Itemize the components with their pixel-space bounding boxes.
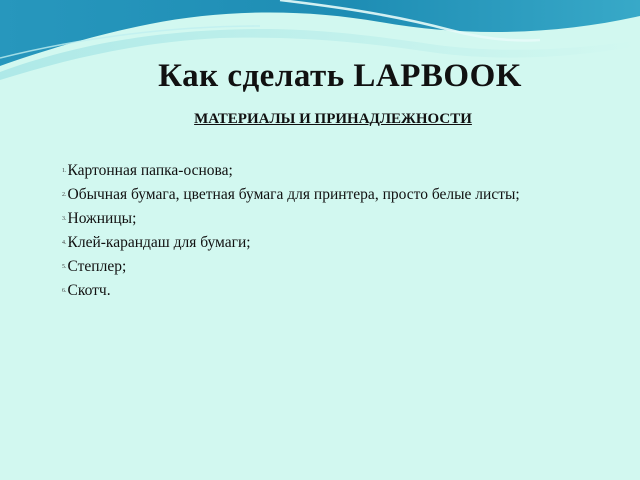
list-item-number: 5. [62, 264, 67, 271]
list-item-number: 6. [62, 288, 67, 295]
list-item [62, 231, 520, 255]
list-item-text: Обычная бумага, цветная бумага для принтера, просто белые листы; [67, 186, 520, 203]
list-item-text: Скотч. [67, 282, 111, 299]
list-item [62, 255, 520, 279]
list-item-text: Картонная папка-основа; [67, 162, 233, 179]
list-item-text: Клей-карандаш для бумаги; [67, 234, 251, 251]
list-item [62, 207, 520, 231]
list-item-number: 3. [62, 216, 67, 223]
slide-title: Как сделать LAPBOOK [158, 58, 522, 94]
list-item [62, 159, 520, 183]
list-item-text: Степлер; [67, 258, 127, 275]
list-item-text: Ножницы; [67, 210, 137, 227]
list-item-number: 1. [62, 168, 67, 175]
list-item-number: 4. [62, 240, 67, 247]
list-item [62, 183, 520, 207]
slide-subtitle: МАТЕРИАЛЫ И ПРИНАДЛЕЖНОСТИ [194, 111, 472, 127]
list-item-number: 2. [62, 192, 67, 199]
materials-list [62, 159, 520, 303]
list-item [62, 279, 520, 303]
